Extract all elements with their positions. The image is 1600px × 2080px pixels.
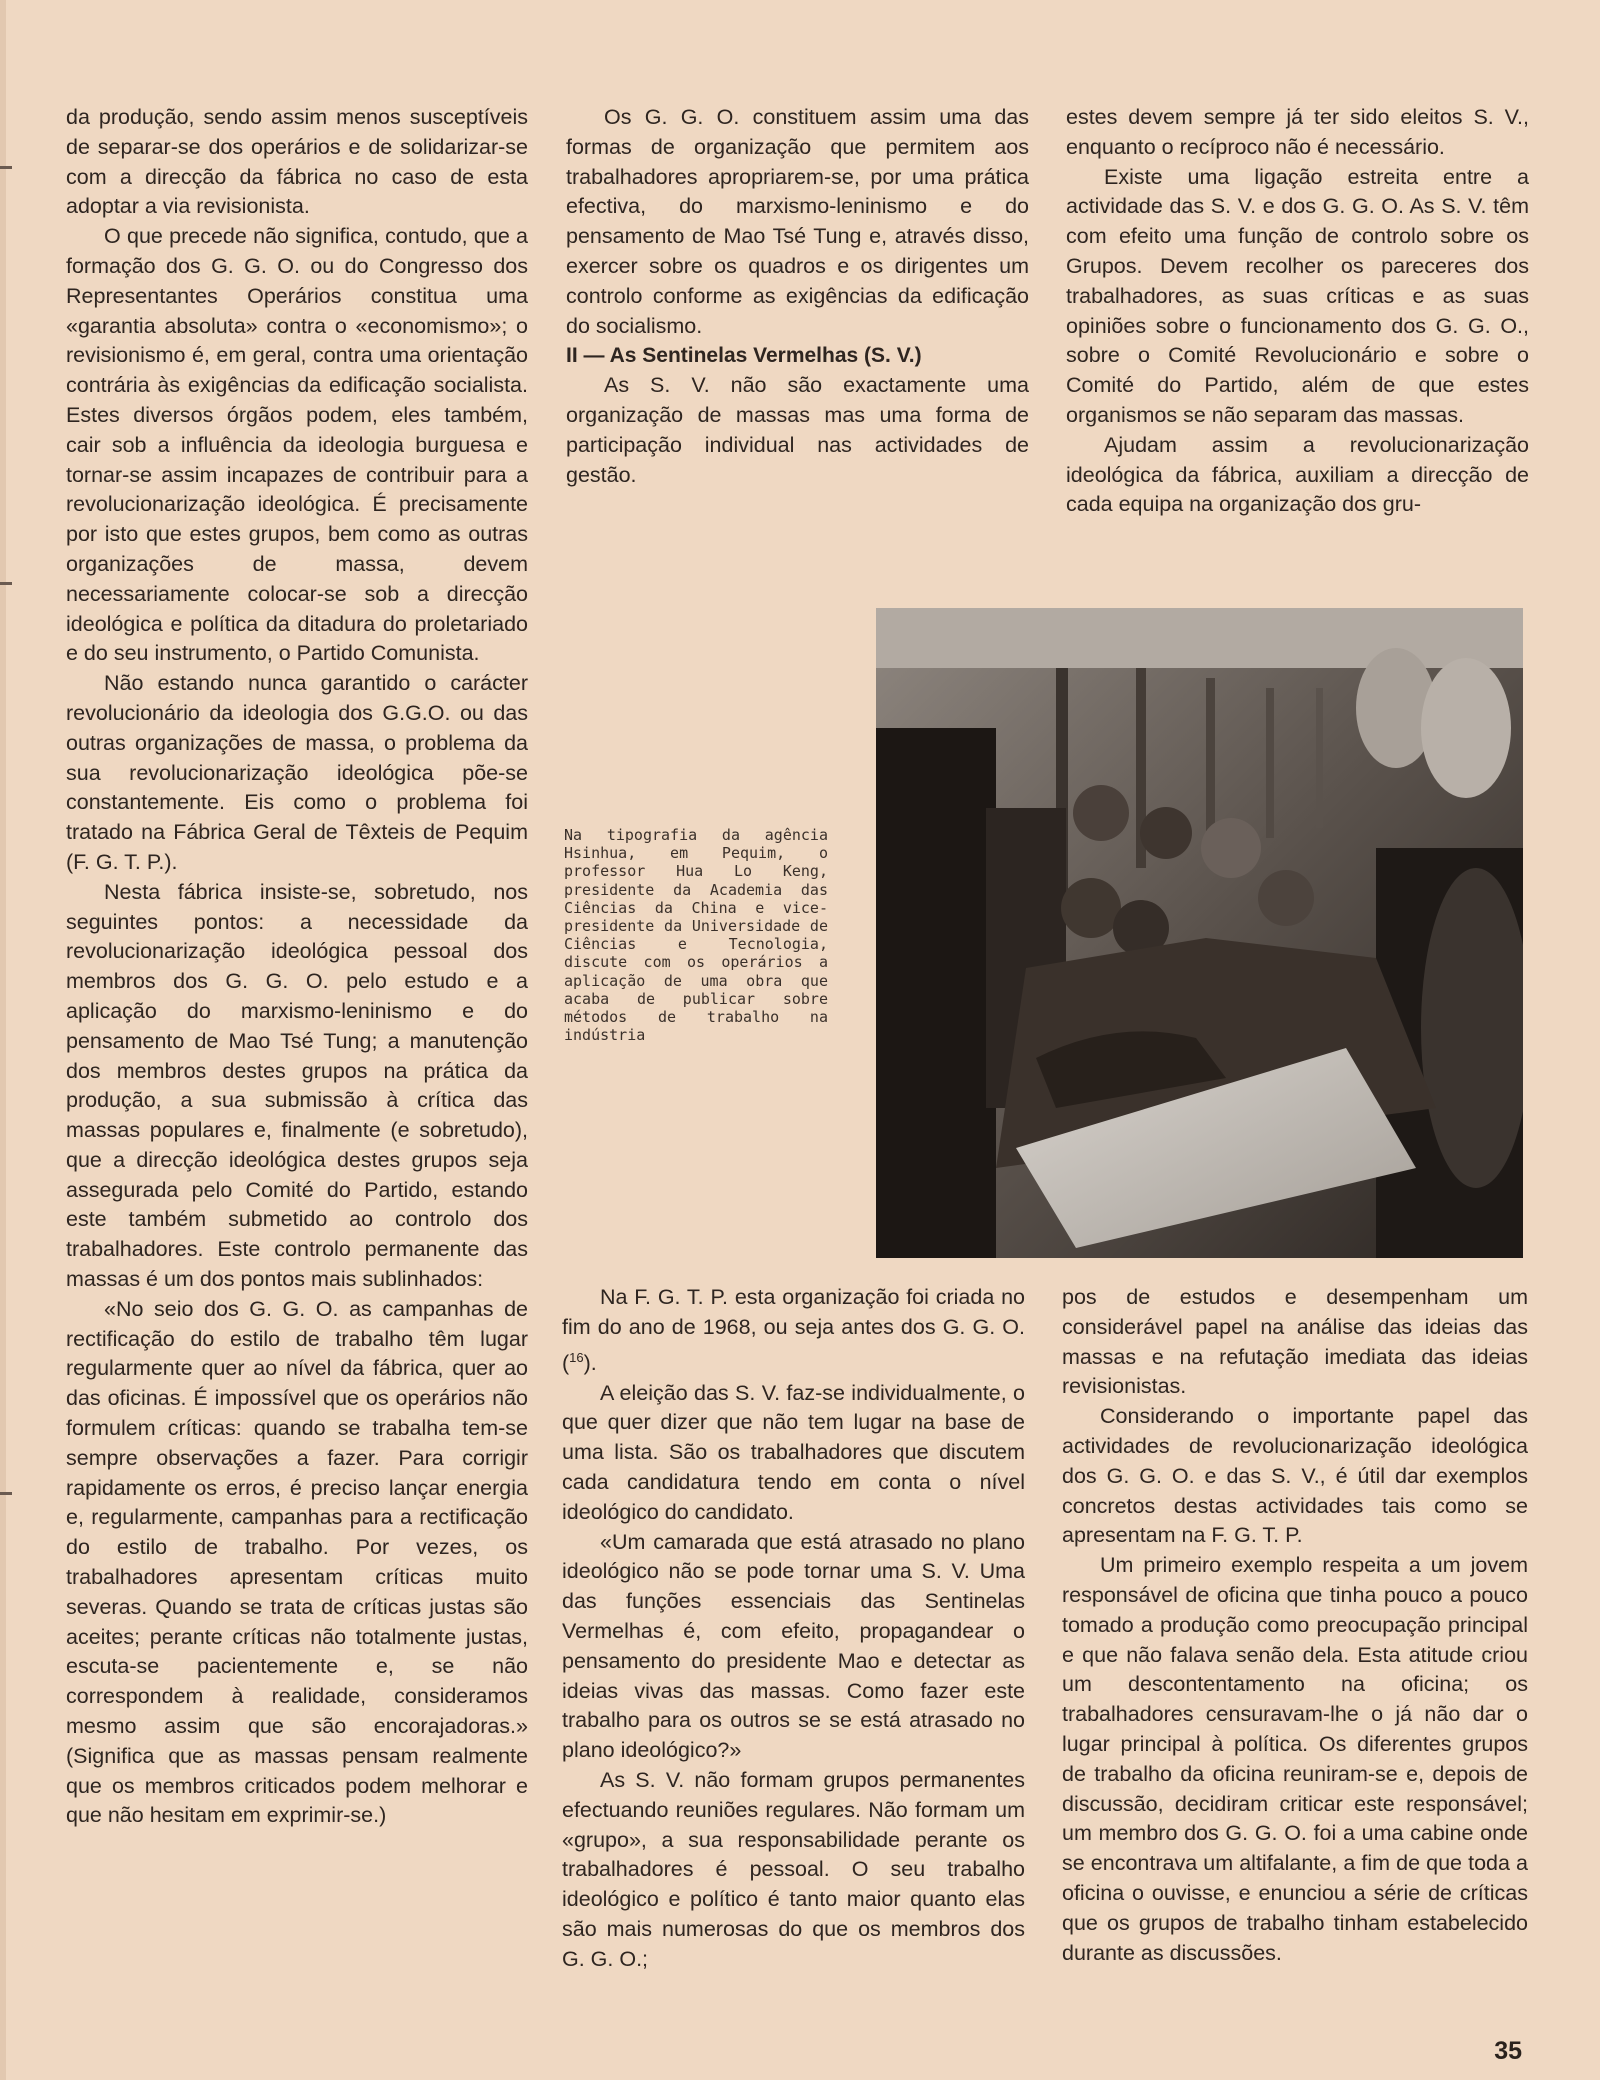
paragraph: «No seio dos G. G. O. as campanhas de rectificação do estilo de trabalho têm lugar regularmente quer ao nível da fábrica, quer ao das oficinas. É impossível que os operários não formulem críticas: quando se trabalha tem-se sempre observações a fazer. Para corrigir rapidamente os erros, é preciso lançar energia e, regularmente, campanhas para a rectificação do estilo de trabalho. Por vezes, os trabalhadores apresentam críticas muito severas. Quando se trata de críticas justas são aceites; perante críticas não totalmente justas, escuta-se pacientemente e, se não correspondem à realidade, consideramos mesmo assim que são encorajadoras.» (Significa que as massas pensam realmente que os membros criticados podem melhorar e que não hesitam em exprimir-se.) — [66, 1296, 528, 1828]
column-right-top — [1066, 103, 1529, 520]
photograph — [876, 608, 1523, 1258]
paragraph: Considerando o importante papel das actividades de revolucionarização ideológica dos G. G. O. e das S. V., é útil dar exemplos concretos destas actividades tais como se apresentam na F. G. T. P. — [1062, 1404, 1528, 1548]
margin-mark — [0, 1492, 12, 1495]
photo-image — [876, 608, 1523, 1258]
paragraph: Os G. G. O. constituem assim uma das formas de organização que permitem aos trabalhadores apropriarem-se, por uma prática efectiva, do marxismo-leninismo e do pensamento de Mao Tsé Tung e, através disso, exercer sobre os quadros e os dirigentes um controlo conforme as exigências da edificação do socialismo. — [566, 105, 1029, 338]
column-right-bottom — [1062, 1283, 1528, 1968]
paragraph: Existe uma ligação estreita entre a actividade das S. V. e dos G. G. O. As S. V. têm com efeito uma função de controlo sobre os Grupos. Devem recolher os pareceres dos trabalhadores, as suas críticas e as suas opiniões sobre o funcionamento dos G. G. O., sobre o Comité Revolucionário e sobre o Comité do Partido, além de que estes organismos se não separam das massas. — [1066, 164, 1529, 427]
column-middle-bottom — [562, 1283, 1025, 1974]
section-title: As Sentinelas Vermelhas (S. V.) — [609, 344, 922, 368]
page-edge — [0, 0, 6, 2080]
paragraph-text: ). — [583, 1350, 597, 1375]
margin-mark — [0, 582, 12, 585]
paragraph-text: Na F. G. T. P. esta organização foi criada no fim do ano de 1968, ou seja antes dos G. G. O. ( — [562, 1285, 1025, 1375]
paragraph — [562, 1283, 1025, 1379]
column-left — [66, 103, 528, 1831]
paragraph: O que precede não significa, contudo, que a formação dos G. G. O. ou do Congresso dos Representantes Operários constitua uma «garantia absoluta» contra o «economismo»; o revisionismo é, em geral, contra uma orientação contrária às exigências da edificação socialista. Estes diversos órgãos podem, eles também, cair sob a influência da ideologia burguesa e tornar-se assim incapazes de contribuir para a revolucionarização ideológica. É precisamente por isto que estes grupos, bem como as outras organizações de massa, devem necessariamente colocar-se sob a direcção ideológica e política da ditadura do proletariado e do seu instrumento, o Partido Comunista. — [66, 224, 528, 666]
paragraph: da produção, sendo assim menos susceptíveis de separar-se dos operários e de solidarizar-se com a direcção da fábrica no caso de esta adoptar a via revisionista. — [66, 105, 528, 219]
paragraph: Um primeiro exemplo respeita a um jovem responsável de oficina que tinha pouco a pouco tomado a produção como preocupação principal e que não falava senão dela. Esta atitude criou um descontentamento na oficina; os trabalhadores censuravam-lhe o já não dar o lugar principal à política. Os diferentes grupos de trabalho da oficina reuniram-se e, depois de discussão, decidiram criticar este responsável; um membro dos G. G. O. foi a uma cabine onde se encontrava um altifalante, a fim de que toda a oficina o ouvisse, e enunciou a série de críticas que os grupos de trabalho tinham estabelecido durante as discussões. — [1062, 1553, 1528, 1965]
paragraph: estes devem sempre já ter sido eleitos S. V., enquanto o recíproco não é necessário. — [1066, 105, 1529, 159]
section-number: II — — [566, 344, 605, 368]
paragraph: Nesta fábrica insiste-se, sobretudo, nos seguintes pontos: a necessidade da revolucionarização ideológica pessoal dos membros dos G. G. O. pelo estudo e a aplicação do marxismo-leninismo e do pensamento de Mao Tsé Tung; a manutenção dos membros destes grupos na prática da produção, a sua submissão à crítica das massas populares e, finalmente (e sobretudo), que a direcção ideológica destes grupos seja assegurada pelo Comité do Partido, estando este também submetido ao controlo dos trabalhadores. Este controlo permanente das massas é um dos pontos mais sublinhados: — [66, 879, 528, 1292]
photo-caption: Na tipografia da agência Hsinhua, em Pequim, o professor Hua Lo Keng, presidente da Academia das Ciências da China e vice-presidente da Universidade de Ciências e Tecnologia, discute com os operários a aplicação de uma obra que acaba de publicar sobre métodos de trabalho na indústria — [564, 826, 828, 1045]
paragraph: pos de estudos e desempenham um considerável papel na análise das ideias das massas e na refutação imediata das ideias revisionistas. — [1062, 1285, 1528, 1399]
paragraph: Não estando nunca garantido o carácter revolucionário da ideologia dos G.G.O. ou das outras organizações de massa, o problema da sua revolucionarização ideológica põe-se constantemente. Eis como o problema foi tratado na Fábrica Geral de Têxteis de Pequim (F. G. T. P.). — [66, 671, 528, 874]
paragraph: As S. V. não formam grupos permanentes efectuando reuniões regulares. Não formam um «grupo», a sua responsabilidade perante os trabalhadores é pessoal. O seu trabalho ideológico e político é tanto maior quanto elas são mais numerosas do que os membros dos G. G. O.; — [562, 1767, 1025, 1971]
footnote-ref[interactable]: 16 — [569, 1349, 584, 1365]
column-middle-top — [566, 103, 1029, 490]
paragraph: A eleição das S. V. faz-se individualmente, o que quer dizer que não tem lugar na base de uma lista. São os trabalhadores que discutem cada candidatura tendo em conta o nível ideológico do candidato. — [562, 1380, 1025, 1524]
margin-mark — [0, 166, 12, 169]
section-heading — [566, 341, 1029, 371]
paragraph: As S. V. não são exactamente uma organização de massas mas uma forma de participação individual nas actividades de gestão. — [566, 373, 1029, 487]
paragraph: Ajudam assim a revolucionarização ideológica da fábrica, auxiliam a direcção de cada equipa na organização dos gru- — [1066, 432, 1529, 517]
page-number: 35 — [1494, 2037, 1522, 2065]
paragraph: «Um camarada que está atrasado no plano ideológico não se pode tornar uma S. V. Uma das funções essenciais das Sentinelas Vermelhas é, com efeito, propagandear o pensamento do presidente Mao e detectar as ideias vivas das massas. Como fazer este trabalho para os outros se se está atrasado no plano ideológico?» — [562, 1529, 1025, 1763]
